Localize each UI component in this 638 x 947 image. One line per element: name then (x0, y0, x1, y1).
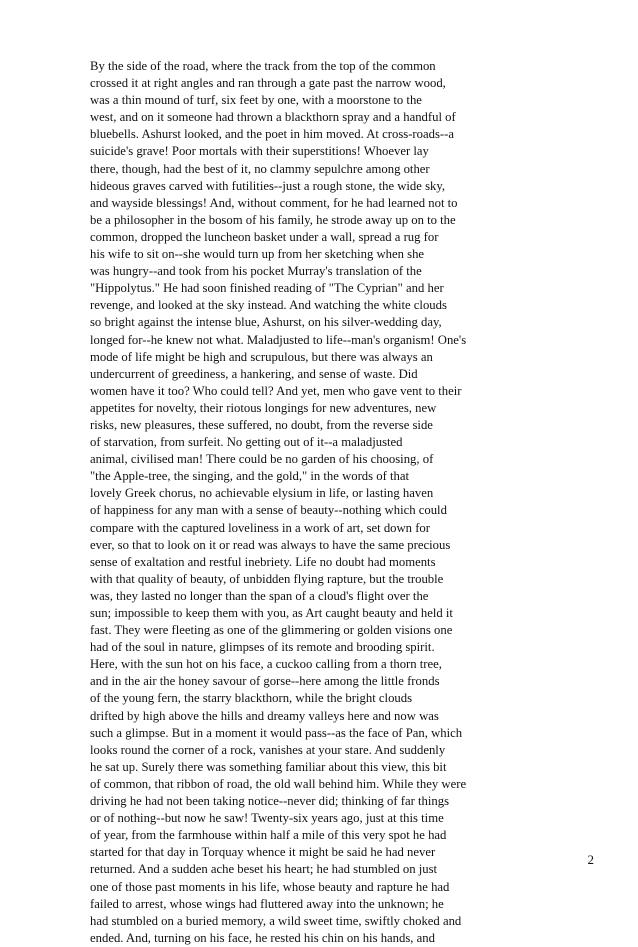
text-line: so bright against the intense blue, Ashurst, on his silver-wedding day, (90, 315, 442, 330)
text-line: of starvation, from surfeit. No getting out of it--a maladjusted (90, 435, 403, 450)
text-line: of the young fern, the starry blackthorn, while the bright clouds (90, 691, 413, 706)
text-line: and in the air the honey savour of gorse--here among the little fronds (90, 674, 440, 689)
text-line: and wayside blessings! And, without comment, for he had learned not to (90, 195, 458, 210)
text-line: sun; impossible to keep them with you, as Art caught beauty and held it (90, 606, 453, 620)
text-line: driving he had not been taking notice--never did; thinking of far things (90, 794, 450, 809)
text-line: of year, from the farmhouse within half a mile of this very spot he had (90, 828, 447, 843)
text-line: or of nothing--but now he saw! Twenty-six years ago, just at this time (90, 811, 444, 826)
text-line: started for that day in Torquay whence it might be said he had never (90, 845, 436, 860)
text-line: risks, new pleasures, these suffered, no doubt, from the reverse side (90, 417, 433, 432)
text-line: his wife to sit on--she would turn up from her sketching when she (90, 247, 425, 262)
text-line: undercurrent of greediness, a hankering, and sense of waste. Did (90, 366, 418, 381)
text-line: bluebells. Ashurst looked, and the poet in him moved. At cross-roads--a (90, 127, 454, 142)
text-line: Here, with the sun hot on his face, a cuckoo calling from a thorn tree, (90, 657, 442, 672)
text-line: By the side of the road, where the track from the top of the common (90, 59, 436, 73)
text-line: drifted by high above the hills and dreamy valleys here and now was (90, 708, 439, 723)
text-line: animal, civilised man! There could be no garden of his choosing, of (90, 452, 434, 467)
page-number: 2 (587, 852, 594, 867)
text-line: returned. And a sudden ache beset his heart; he had stumbled on just (90, 862, 438, 877)
text-line: compare with the captured loveliness in a work of art, set down for (90, 520, 430, 535)
text-line: of happiness for any man with a sense of beauty--nothing which could (90, 503, 447, 518)
text-line: mode of life might be high and scrupulous, but there was always an (90, 349, 433, 364)
text-line: common, dropped the luncheon basket under a wall, spread a rug for (90, 229, 439, 244)
text-line: "Hippolytus." He had soon finished reading of "The Cyprian" and her (90, 281, 444, 296)
text-line: was, they lasted no longer than the span of a cloud's flight over the (90, 588, 429, 603)
text-line: one of those past moments in his life, whose beauty and rapture he had (90, 879, 450, 894)
text-line: failed to arrest, whose wings had fluttered away into the unknown; he (90, 896, 444, 911)
text-line: looks round the corner of a rock, vanishes at your stare. And suddenly (90, 742, 446, 757)
text-line: be a philosopher in the bosom of his family, he strode away up on to the (90, 212, 456, 227)
text-line: longed for--he knew not what. Maladjusted to life--man's organism! One's (90, 332, 467, 347)
text-line: was a thin mound of turf, six feet by one, with a moorstone to the (90, 93, 422, 108)
text-line: there, though, had the best of it, no clammy sepulchre among other (90, 161, 430, 176)
text-line: had stumbled on a buried memory, a wild sweet time, swiftly choked and (90, 913, 462, 928)
text-line: sense of exaltation and restful inebriety. Life no doubt had moments (90, 554, 436, 569)
text-line: ever, so that to look on it or read was always to have the same precious (90, 537, 451, 552)
text-line: had of the soul in nature, glimpses of its remote and brooding spirit. (90, 640, 435, 655)
text-line: with that quality of beauty, of unbidden flying rapture, but the trouble (90, 571, 444, 586)
text-line: fast. They were fleeting as one of the glimmering or golden visions one (90, 623, 453, 638)
text-line: was hungry--and took from his pocket Murray's translation of the (90, 264, 422, 279)
text-line: appetites for novelty, their riotous longings for new adventures, new (90, 400, 437, 415)
text-line: hideous graves carved with futilities--just a rough stone, the wide sky, (90, 178, 446, 193)
text-line: west, and on it someone had thrown a blackthorn spray and a handful of (90, 110, 456, 125)
text-line: "the Apple-tree, the singing, and the gold," in the words of that (90, 469, 410, 484)
text-line: he sat up. Surely there was something familiar about this view, this bit (90, 759, 447, 774)
body-text (90, 58, 590, 947)
text-line: women have it too? Who could tell? And yet, men who gave vent to their (90, 383, 462, 398)
text-line: lovely Greek chorus, no achievable elysium in life, or lasting haven (90, 486, 434, 501)
text-line: such a glimpse. But in a moment it would pass--as the face of Pan, which (90, 725, 463, 740)
text-line: of common, that ribbon of road, the old wall behind him. While they were (90, 776, 467, 791)
text-line: ended. And, turning on his face, he rested his chin on his hands, and (90, 930, 435, 945)
text-line: suicide's grave! Poor mortals with their superstitions! Whoever lay (90, 144, 429, 159)
text-line: revenge, and looked at the sky instead. And watching the white clouds (90, 298, 447, 313)
text-line: crossed it at right angles and ran through a gate past the narrow wood, (90, 76, 446, 91)
